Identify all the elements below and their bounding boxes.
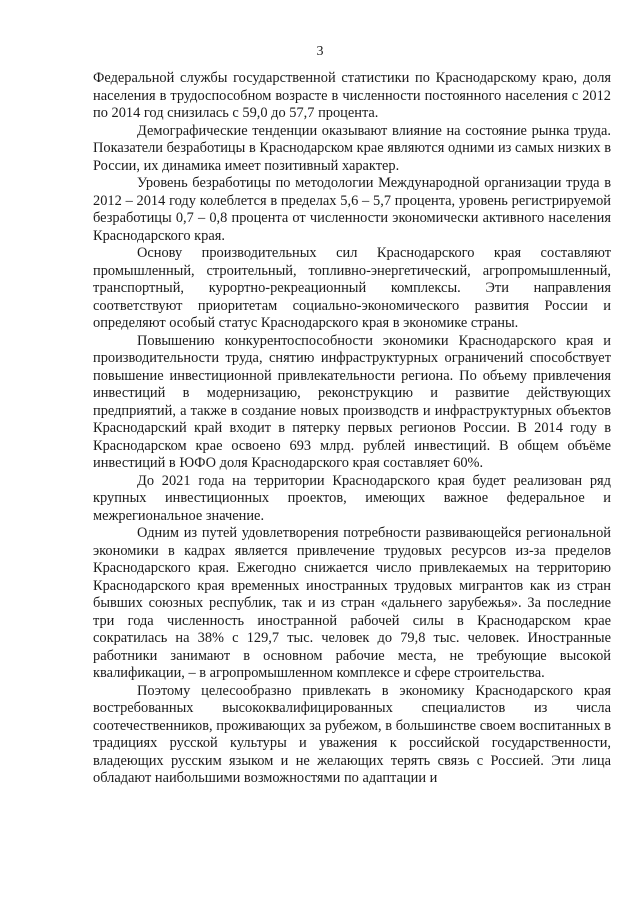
paragraph-productive-forces: Основу производительных сил Краснодарского края составляют промышленный, строительный, топливно-энергетический, агропромышленный, транспортный, курортно-рекреационный комплексы. Эти направления соответствуют приоритетам социально-экономического развития России и определяют особый статус Краснодарского края в экономике страны. — [93, 245, 611, 331]
page-number: 3 — [316, 44, 324, 59]
paragraph-competitiveness: Повышению конкурентоспособности экономики Краснодарского края и производительности труда, снятию инфраструктурных ограничений способствует повышение инвестиционной привлекательности региона. По объему привлечения инвестиций в модернизацию, реконструкцию и развитие действующих предприятий, а также в создание новых производств и инфраструктурных объектов Краснодарский край входит в пятерку первых регионов России. В 2014 году в Краснодарском крае освоено 693 млрд. рублей инвестиций. В общем объёме инвестиций в ЮФО доля Краснодарского края составляет 60%. — [93, 332, 611, 471]
paragraph-compatriots: Поэтому целесообразно привлекать в экономику Краснодарского края востребованных высококвалифицированных специалистов из числа соотечественников, проживающих за рубежом, в большинстве своем воспитанных в традициях русской культуры и уважения к российской государственности, владеющих русским языком и не желающих терять связь с Россией. Эти лица обладают наибольшими возможностями по адаптации и — [93, 682, 611, 786]
paragraph-investment-projects: До 2021 года на территории Краснодарского края будет реализован ряд крупных инвестиционных проектов, имеющих важное федеральное и межрегиональное значение. — [93, 472, 611, 524]
paragraph-demographic-trends: Демографические тенденции оказывают влияние на состояние рынка труда. Показатели безработицы в Краснодарском крае являются одними из самых низких в России, их динамика имеет позитивный характер. — [93, 122, 611, 174]
paragraph-unemployment-level: Уровень безработицы по методологии Международной организации труда в 2012 – 2014 году колеблется в пределах 5,6 – 5,7 процента, уровень регистрируемой безработицы 0,7 – 0,8 процента от численности экономически активного населения Краснодарского края. — [93, 175, 611, 244]
document-body — [93, 70, 611, 788]
paragraph-labor-resources: Одним из путей удовлетворения потребности развивающейся региональной экономики в кадрах является привлечение трудовых ресурсов из-за пределов Краснодарского края. Ежегодно снижается число привлекаемых на территорию Краснодарского края временных иностранных трудовых мигрантов как из стран бывших союзных республик, так и из стран «дальнего зарубежья». За последние три года численность иностранной рабочей силы в Краснодарском крае сократилась на 38% с 129,7 тыс. человек до 79,8 тыс. человек. Иностранные работники занимают в основном рабочие места, не требующие высокой квалификации, – в агропромышленном комплексе и сфере строительства. — [93, 525, 611, 681]
paragraph-statistics-continuation: Федеральной службы государственной статистики по Краснодарскому краю, доля населения в трудоспособном возрасте в численности постоянного населения с 2012 по 2014 год снизилась с 59,0 до 57,7 процента. — [93, 70, 611, 121]
